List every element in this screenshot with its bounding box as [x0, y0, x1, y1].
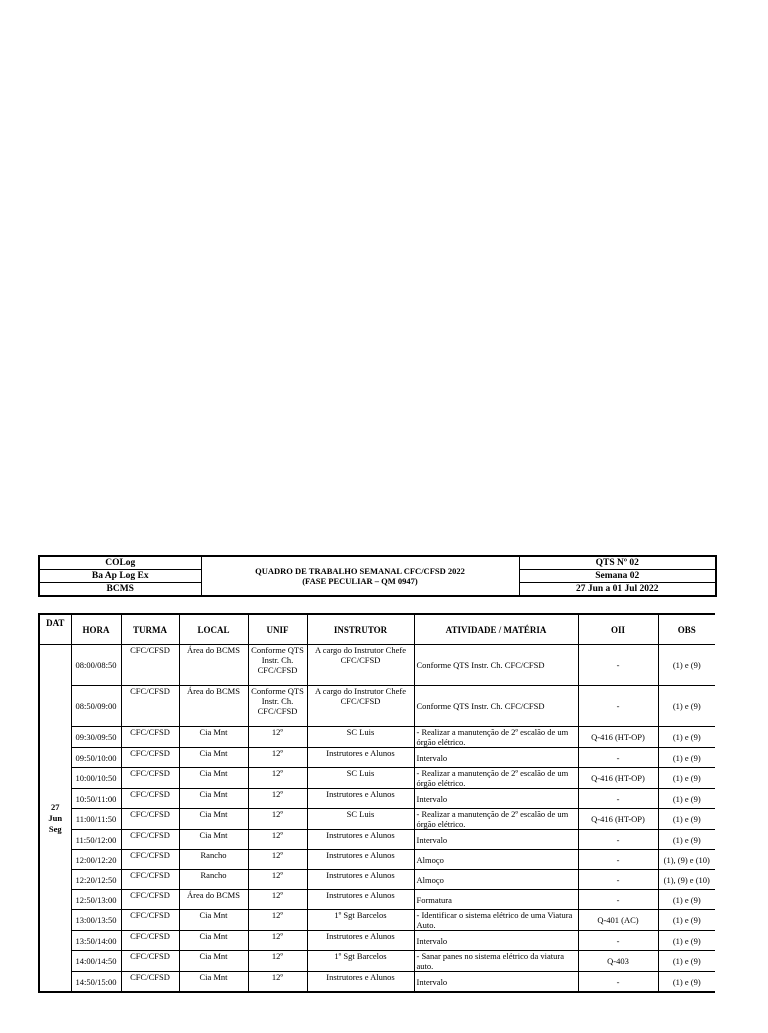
cell-oii: -	[578, 830, 658, 850]
cell-instrutor: 1º Sgt Barcelos	[307, 951, 414, 972]
cell-turma: CFC/CFSD	[121, 931, 179, 951]
cell-atividade: - Realizar a manutenção de 2º escalão de um órgão elétrico.	[414, 768, 578, 789]
document-title	[201, 556, 519, 596]
cell-unif: 12º	[248, 850, 307, 870]
cell-unif: 12º	[248, 910, 307, 931]
table-row	[39, 789, 715, 809]
cell-turma: CFC/CFSD	[121, 870, 179, 890]
cell-unif: 12º	[248, 830, 307, 850]
table-row	[39, 830, 715, 850]
cell-hora: 10:00/10:50	[71, 768, 121, 789]
cell-local: Cia Mnt	[179, 809, 248, 830]
cell-turma: CFC/CFSD	[121, 910, 179, 931]
cell-instrutor: 1º Sgt Barcelos	[307, 910, 414, 931]
cell-turma: CFC/CFSD	[121, 768, 179, 789]
table-row	[39, 951, 715, 972]
cell-obs: (1) e (9)	[658, 645, 715, 686]
cell-oii: -	[578, 748, 658, 768]
cell-turma: CFC/CFSD	[121, 789, 179, 809]
cell-atividade: Intervalo	[414, 789, 578, 809]
cell-atividade: - Sanar panes no sistema elétrico da viatura auto.	[414, 951, 578, 972]
cell-obs: (1) e (9)	[658, 727, 715, 748]
cell-hora: 12:00/12:20	[71, 850, 121, 870]
cell-turma: CFC/CFSD	[121, 748, 179, 768]
col-header-hora: HORA	[71, 614, 121, 645]
cell-local: Cia Mnt	[179, 972, 248, 993]
cell-atividade: Intervalo	[414, 830, 578, 850]
cell-obs: (1) e (9)	[658, 890, 715, 910]
cell-instrutor: Instrutores e Alunos	[307, 850, 414, 870]
schedule-body	[39, 645, 715, 993]
week-label: Semana 02	[519, 570, 716, 583]
cell-local: Cia Mnt	[179, 727, 248, 748]
cell-obs: (1) e (9)	[658, 686, 715, 727]
cell-oii: Q-416 (HT-OP)	[578, 727, 658, 748]
cell-instrutor: Instrutores e Alunos	[307, 972, 414, 993]
cell-unif: 12º	[248, 789, 307, 809]
cell-local: Rancho	[179, 850, 248, 870]
title-line-1: QUADRO DE TRABALHO SEMANAL CFC/CFSD 2022	[255, 566, 465, 576]
cell-instrutor: SC Luis	[307, 768, 414, 789]
cell-unif: 12º	[248, 931, 307, 951]
cell-atividade: Intervalo	[414, 931, 578, 951]
day-cell	[39, 645, 71, 993]
cell-atividade: - Realizar a manutenção de 2º escalão de um órgão elétrico.	[414, 727, 578, 748]
cell-oii: Q-416 (HT-OP)	[578, 768, 658, 789]
cell-oii: -	[578, 931, 658, 951]
cell-hora: 11:00/11:50	[71, 809, 121, 830]
org-line-2: Ba Ap Log Ex	[39, 570, 201, 583]
cell-oii: Q-416 (HT-OP)	[578, 809, 658, 830]
cell-turma: CFC/CFSD	[121, 809, 179, 830]
table-row	[39, 850, 715, 870]
col-header-dat: DAT	[39, 614, 71, 645]
cell-oii: -	[578, 850, 658, 870]
cell-local: Cia Mnt	[179, 951, 248, 972]
cell-unif: 12º	[248, 951, 307, 972]
cell-oii: -	[578, 789, 658, 809]
table-row	[39, 931, 715, 951]
cell-oii: -	[578, 972, 658, 993]
day-line1: 27	[51, 801, 60, 812]
day-line3: Seg	[48, 823, 62, 834]
cell-hora: 09:50/10:00	[71, 748, 121, 768]
cell-obs: (1) e (9)	[658, 768, 715, 789]
cell-turma: CFC/CFSD	[121, 850, 179, 870]
cell-turma: CFC/CFSD	[121, 890, 179, 910]
cell-instrutor: A cargo do Instrutor Chefe CFC/CFSD	[307, 645, 414, 686]
cell-local: Cia Mnt	[179, 768, 248, 789]
col-header-turma: TURMA	[121, 614, 179, 645]
cell-local: Área do BCMS	[179, 645, 248, 686]
cell-oii: -	[578, 870, 658, 890]
cell-oii: Q-403	[578, 951, 658, 972]
table-row	[39, 890, 715, 910]
cell-turma: CFC/CFSD	[121, 972, 179, 993]
cell-atividade: Almoço	[414, 850, 578, 870]
table-row	[39, 686, 715, 727]
col-header-oii: OII	[578, 614, 658, 645]
cell-atividade: Almoço	[414, 870, 578, 890]
cell-atividade: - Identificar o sistema elétrico de uma Viatura Auto.	[414, 910, 578, 931]
cell-instrutor: Instrutores e Alunos	[307, 830, 414, 850]
cell-hora: 11:50/12:00	[71, 830, 121, 850]
cell-instrutor: Instrutores e Alunos	[307, 890, 414, 910]
cell-atividade: - Realizar a manutenção de 2º escalão de um órgão elétrico.	[414, 809, 578, 830]
date-range: 27 Jun a 01 Jul 2022	[519, 583, 716, 597]
cell-instrutor: Instrutores e Alunos	[307, 789, 414, 809]
table-row	[39, 748, 715, 768]
cell-hora: 13:00/13:50	[71, 910, 121, 931]
cell-local: Rancho	[179, 870, 248, 890]
table-row	[39, 645, 715, 686]
cell-hora: 10:50/11:00	[71, 789, 121, 809]
cell-local: Área do BCMS	[179, 686, 248, 727]
document-header	[38, 555, 717, 597]
cell-atividade: Intervalo	[414, 972, 578, 993]
org-line-1: COLog	[39, 556, 201, 570]
schedule-table	[38, 613, 715, 993]
cell-hora: 14:00/14:50	[71, 951, 121, 972]
cell-local: Cia Mnt	[179, 931, 248, 951]
cell-instrutor: SC Luis	[307, 727, 414, 748]
cell-unif: Conforme QTS Instr. Ch. CFC/CFSD	[248, 645, 307, 686]
cell-atividade: Conforme QTS Instr. Ch. CFC/CFSD	[414, 645, 578, 686]
cell-instrutor: Instrutores e Alunos	[307, 870, 414, 890]
day-line2: Jun	[48, 812, 63, 823]
cell-hora: 13:50/14:00	[71, 931, 121, 951]
table-row	[39, 809, 715, 830]
schedule-table-wrapper	[38, 613, 715, 1033]
cell-hora: 12:20/12:50	[71, 870, 121, 890]
cell-instrutor: Instrutores e Alunos	[307, 931, 414, 951]
cell-turma: CFC/CFSD	[121, 830, 179, 850]
cell-local: Área do BCMS	[179, 890, 248, 910]
cell-atividade: Conforme QTS Instr. Ch. CFC/CFSD	[414, 686, 578, 727]
cell-hora: 08:50/09:00	[71, 686, 121, 727]
col-header-unif: UNIF	[248, 614, 307, 645]
cell-unif: 12º	[248, 768, 307, 789]
table-row	[39, 910, 715, 931]
cell-obs: (1), (9) e (10)	[658, 850, 715, 870]
cell-unif: 12º	[248, 890, 307, 910]
cell-obs: (1) e (9)	[658, 951, 715, 972]
cell-turma: CFC/CFSD	[121, 951, 179, 972]
cell-obs: (1) e (9)	[658, 830, 715, 850]
cell-local: Cia Mnt	[179, 830, 248, 850]
cell-hora: 14:50/15:00	[71, 972, 121, 993]
qts-number: QTS Nº 02	[519, 556, 716, 570]
cell-obs: (1) e (9)	[658, 789, 715, 809]
cell-obs: (1) e (9)	[658, 910, 715, 931]
table-header-row	[39, 614, 715, 645]
cell-hora: 08:00/08:50	[71, 645, 121, 686]
table-row	[39, 727, 715, 748]
col-header-instrutor: INSTRUTOR	[307, 614, 414, 645]
col-header-obs: OBS	[658, 614, 715, 645]
cell-oii: -	[578, 686, 658, 727]
table-row	[39, 768, 715, 789]
cell-atividade: Intervalo	[414, 748, 578, 768]
cell-unif: 12º	[248, 972, 307, 993]
cell-instrutor: Instrutores e Alunos	[307, 748, 414, 768]
title-line-2: (FASE PECULIAR – QM 0947)	[302, 576, 418, 586]
cell-obs: (1) e (9)	[658, 809, 715, 830]
table-row	[39, 972, 715, 993]
cell-unif: 12º	[248, 870, 307, 890]
cell-turma: CFC/CFSD	[121, 645, 179, 686]
cell-obs: (1) e (9)	[658, 748, 715, 768]
col-header-atividade: ATIVIDADE / MATÉRIA	[414, 614, 578, 645]
cell-turma: CFC/CFSD	[121, 727, 179, 748]
table-row	[39, 870, 715, 890]
col-header-local: LOCAL	[179, 614, 248, 645]
cell-instrutor: SC Luis	[307, 809, 414, 830]
cell-local: Cia Mnt	[179, 910, 248, 931]
cell-obs: (1) e (9)	[658, 972, 715, 993]
cell-oii: -	[578, 890, 658, 910]
cell-obs: (1), (9) e (10)	[658, 870, 715, 890]
org-line-3: BCMS	[39, 583, 201, 597]
cell-atividade: Formatura	[414, 890, 578, 910]
cell-obs: (1) e (9)	[658, 931, 715, 951]
cell-local: Cia Mnt	[179, 748, 248, 768]
cell-hora: 12:50/13:00	[71, 890, 121, 910]
cell-oii: Q-401 (AC)	[578, 910, 658, 931]
cell-local: Cia Mnt	[179, 789, 248, 809]
cell-hora: 09:30/09:50	[71, 727, 121, 748]
cell-oii: -	[578, 645, 658, 686]
cell-unif: 12º	[248, 748, 307, 768]
cell-unif: 12º	[248, 727, 307, 748]
cell-instrutor: A cargo do Instrutor Chefe CFC/CFSD	[307, 686, 414, 727]
cell-turma: CFC/CFSD	[121, 686, 179, 727]
cell-unif: 12º	[248, 809, 307, 830]
cell-unif: Conforme QTS Instr. Ch. CFC/CFSD	[248, 686, 307, 727]
